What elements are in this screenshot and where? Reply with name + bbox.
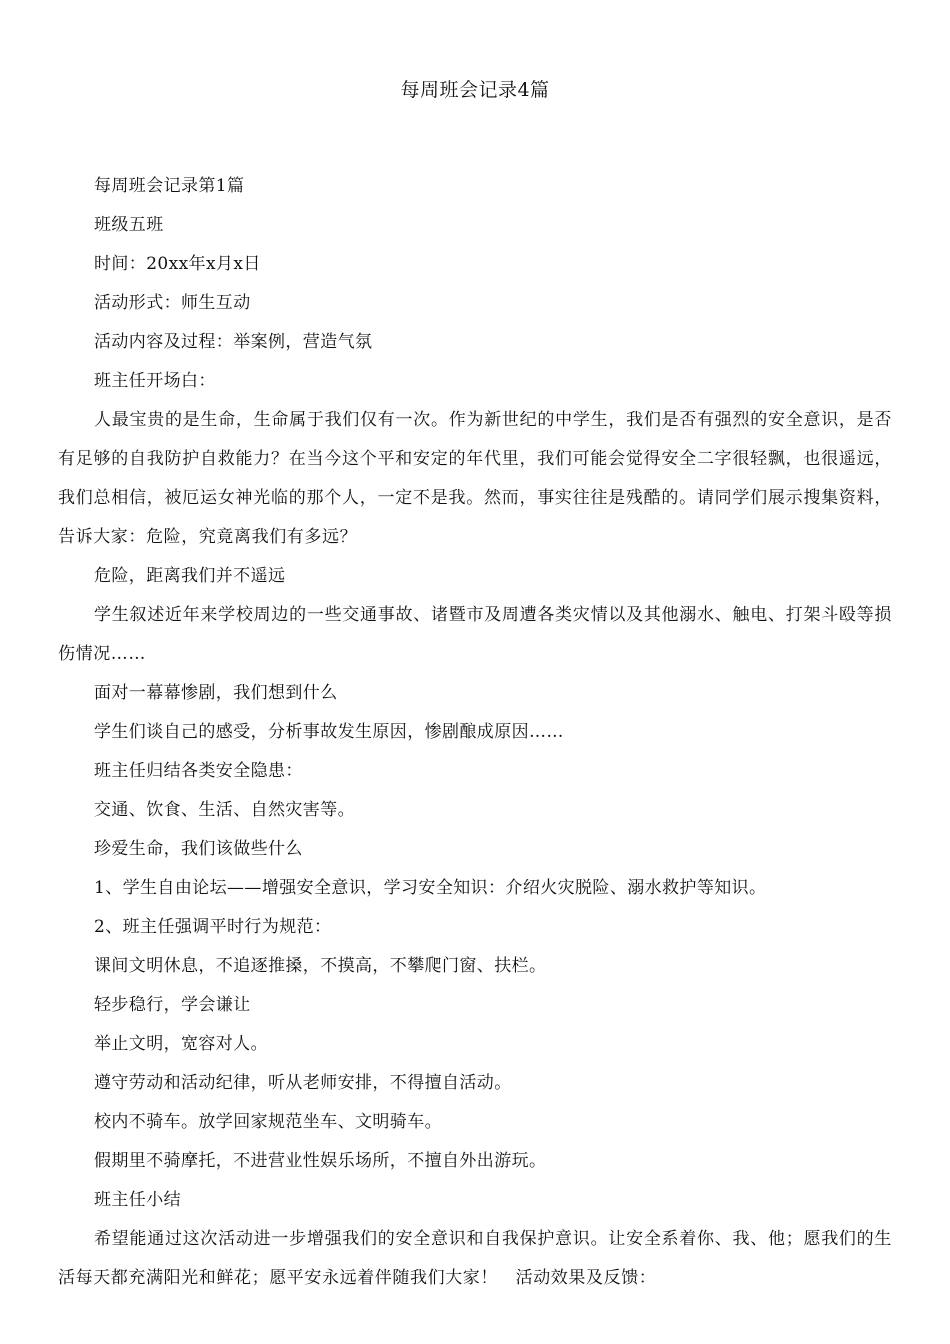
section-heading: 每周班会记录第1篇 [94,176,245,196]
activity-content-line: 活动内容及过程：举案例，营造气氛 [94,332,373,352]
danger-heading: 危险，距离我们并不遥远 [94,566,286,586]
activity-form-line: 活动形式：师生互动 [94,293,251,313]
opening-remarks-heading: 班主任开场白： [94,371,216,391]
norm-manners: 举止文明，宽容对人。 [94,1034,268,1054]
cherish-life-heading: 珍爱生命，我们该做些什么 [94,839,303,859]
norm-cycling: 校内不骑车。放学回家规范坐车、文明骑车。 [94,1112,442,1132]
student-feelings-paragraph: 学生们谈自己的感受，分析事故发生原因，惨剧酿成原因…… [94,722,564,742]
summary-heading: 班主任小结 [94,1190,181,1210]
norm-break-time: 课间文明休息，不追逐推搡，不摸高，不攀爬门窗、扶栏。 [94,956,547,976]
forum-item: 1、学生自由论坛——增强安全意识，学习安全知识：介绍火灾脱险、溺水救护等知识。 [94,878,767,898]
norm-walk: 轻步稳行，学会谦让 [94,995,251,1015]
document-title: 每周班会记录4篇 [400,79,550,101]
class-line: 班级五班 [94,215,164,235]
norm-discipline: 遵守劳动和活动纪律，听从老师安排，不得擅自活动。 [94,1073,512,1093]
student-narration-paragraph: 学生叙述近年来学校周边的一些交通事故、诸暨市及周遭各类灾情以及其他溺水、触电、打架斗殴等损伤情况…… [58,605,892,664]
norms-item: 2、班主任强调平时行为规范： [94,917,332,937]
norm-holiday: 假期里不骑摩托，不进营业性娱乐场所，不擅自外出游玩。 [94,1151,547,1171]
summary-paragraph: 希望能通过这次活动进一步增强我们的安全意识和自我保护意识。让安全系着你、我、他；愿我们的生活每天都充满阳光和鲜花；愿平安永远着伴随我们大家！ 活动效果及反馈： [58,1229,892,1288]
time-line: 时间：20xx年x月x日 [94,254,261,274]
tragedy-heading: 面对一幕幕惨剧，我们想到什么 [94,683,338,703]
hazards-heading: 班主任归结各类安全隐患： [94,761,303,781]
hazards-list: 交通、饮食、生活、自然灾害等。 [94,800,355,820]
document-body [58,167,892,1298]
opening-remarks-paragraph: 人最宝贵的是生命，生命属于我们仅有一次。作为新世纪的中学生，我们是否有强烈的安全意识，是否有足够的自我防护自救能力？在当今这个平和安定的年代里，我们可能会觉得安全二字很轻飘，也很遥远，我们总相信，被厄运女神光临的那个人，一定不是我。然而，事实往往是残酷的。请同学们展示搜集资料，告诉大家：危险，究竟离我们有多远？ [58,410,892,547]
